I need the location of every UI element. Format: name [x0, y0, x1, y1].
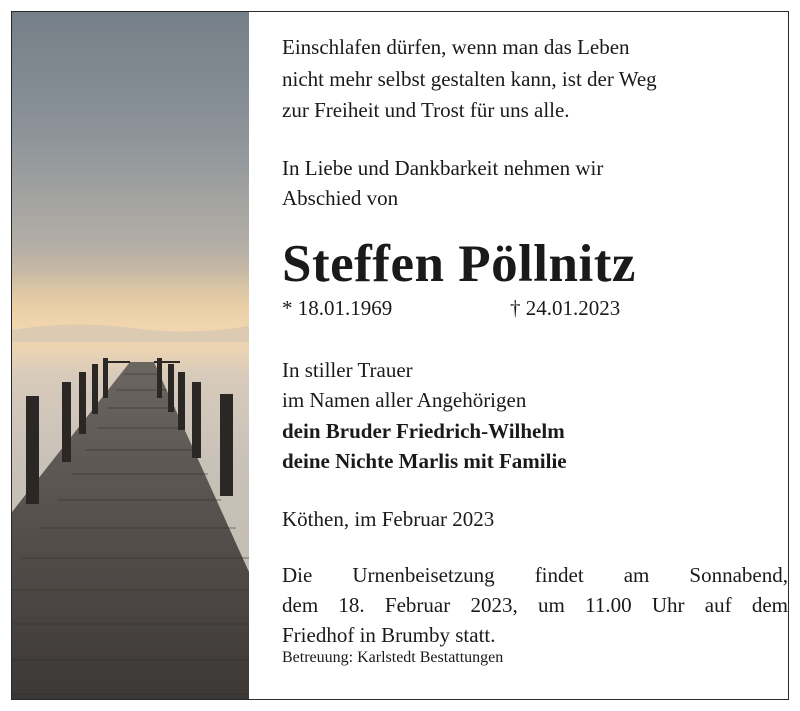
notice-text [282, 12, 788, 699]
mourners-line: im Namen aller Angehörigen [282, 388, 527, 412]
place-date: Köthen, im Februar 2023 [282, 507, 495, 531]
poem-line: zur Freiheit und Trost für uns alle. [282, 98, 570, 122]
funeral-home: Betreuung: Karlstedt Bestattungen [282, 649, 504, 666]
intro-line: Abschied von [282, 186, 399, 210]
burial-line: Die Urnenbeisetzung findet am Sonnabend, [282, 563, 788, 587]
pier-sunset-image [12, 12, 249, 699]
intro-line: In Liebe und Dankbarkeit nehmen wir [282, 156, 604, 180]
death-date: † 24.01.2023 [510, 296, 621, 320]
burial-line: Friedhof in Brumby statt. [282, 623, 496, 647]
birth-date: * 18.01.1969 [282, 296, 393, 320]
burial-line: dem 18. Februar 2023, um 11.00 Uhr auf dem [282, 593, 788, 617]
mourner-niece: deine Nichte Marlis mit Familie [282, 449, 567, 473]
mourners-line: In stiller Trauer [282, 358, 413, 382]
mourner-brother: dein Bruder Friedrich-Wilhelm [282, 419, 565, 443]
poem-line: nicht mehr selbst gestalten kann, ist der Weg [282, 67, 657, 91]
deceased-name: Steffen Pöllnitz [282, 235, 636, 293]
obituary-notice [11, 11, 789, 700]
poem-line: Einschlafen dürfen, wenn man das Leben [282, 35, 630, 59]
